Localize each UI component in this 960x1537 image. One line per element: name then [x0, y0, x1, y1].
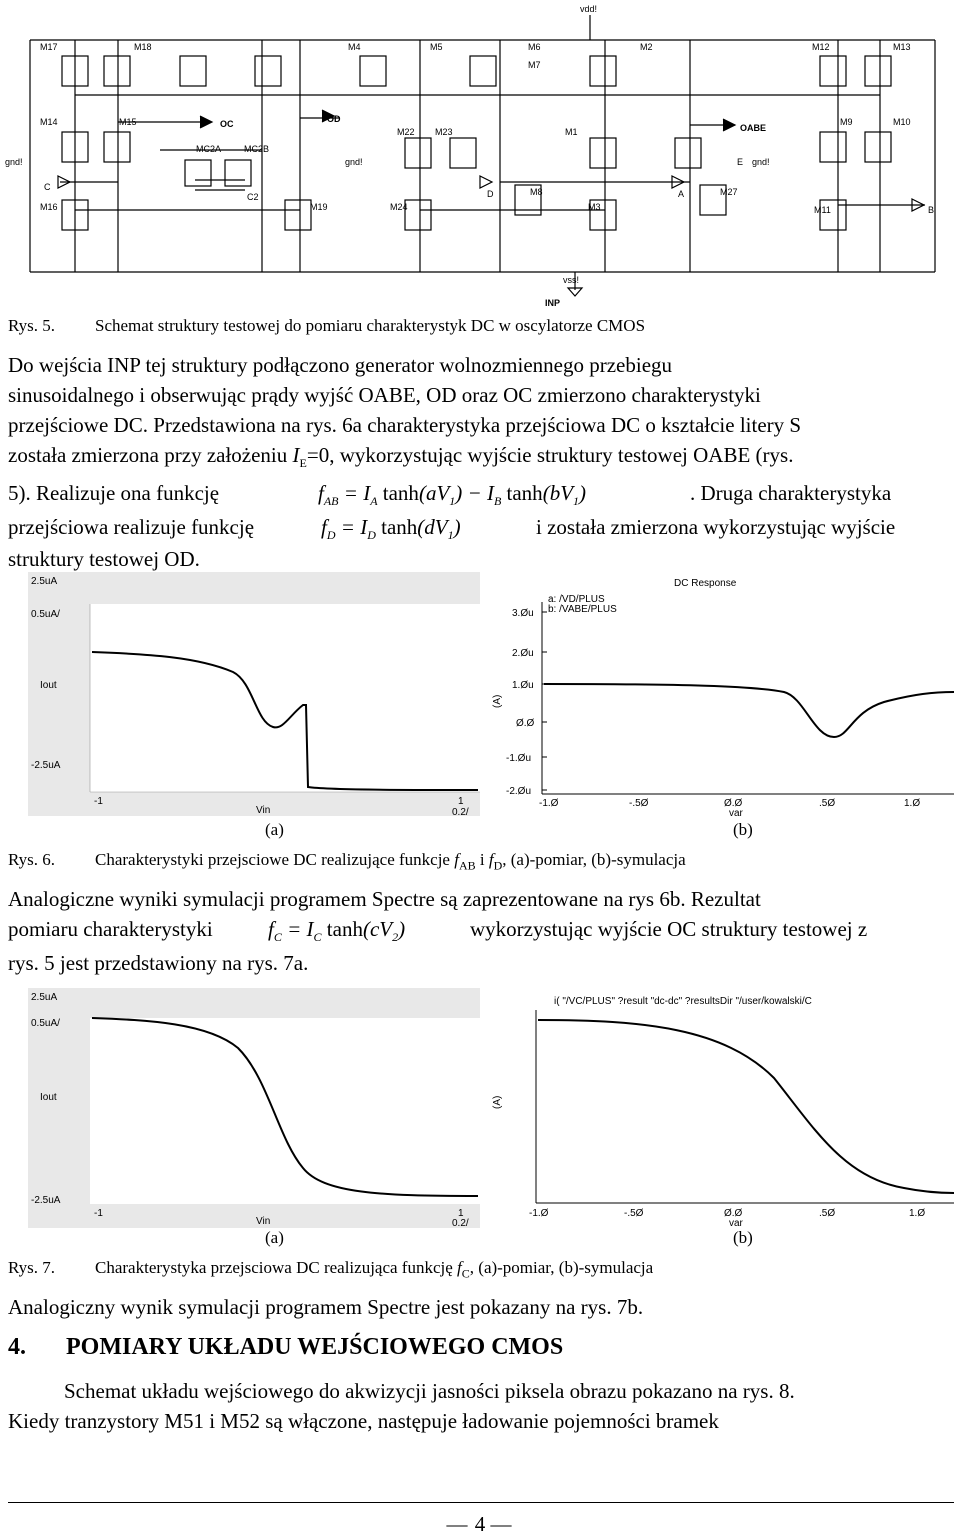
transistor-label: M23 [435, 127, 453, 137]
transistor-label: M10 [893, 117, 911, 127]
x-tick-label: -.5Ø [629, 798, 649, 809]
transistor-label: M3 [588, 202, 601, 212]
transistor-label: M27 [720, 187, 738, 197]
node-b-label: B [928, 205, 935, 215]
text-line: sinusoidalnego i obserwując prądy wyjść OABE, OD oraz OC zmierzono charakterystyki [8, 383, 761, 407]
y-axis-label: Iout [40, 680, 57, 691]
text-line: struktury testowej OD. [8, 547, 200, 572]
fig7a-chart [28, 988, 480, 1228]
text-span: . Druga charakterystyka [690, 481, 892, 506]
x-tick-label: 1 [458, 796, 464, 807]
x-tick-label: -1.Ø [539, 798, 559, 809]
vss-label: vss! [563, 275, 580, 285]
transistor-label: M12 [812, 42, 830, 52]
x-tick-label: 1 [458, 1208, 464, 1219]
text-line: Schemat układu wejściowego do akwizycji jasności piksela obrazu pokazano na rys. 8. [64, 1379, 795, 1403]
paragraph-1 [8, 350, 954, 574]
transistor-label: M1 [565, 127, 578, 137]
caption-label: Rys. 5. [8, 316, 56, 335]
vdd-label: vdd! [580, 4, 598, 14]
transistor-label: M11 [814, 205, 831, 215]
equation-fc: $f_C = I_C$ $\tanh(cV_2)$ [268, 917, 406, 945]
x-tick-label: 1.Ø [904, 798, 921, 809]
x-axis-label: Vin [256, 1216, 271, 1227]
x-axis-label: Vin [256, 805, 271, 816]
od-label: OD [327, 114, 341, 124]
paragraph-2 [8, 884, 954, 978]
fig6-sublabel-b: (b) [733, 820, 753, 839]
x-axis-label: var [729, 808, 743, 816]
fig6a-chart [28, 572, 480, 816]
y-axis-label: (A) [492, 1095, 503, 1109]
x-tick-label: -1 [94, 796, 103, 807]
section-number: 4. [8, 1334, 26, 1360]
transistor-label: M4 [348, 42, 361, 52]
node-a-label: A [678, 189, 685, 199]
text-line: przejściowe DC. Przedstawiona na rys. 6a charakterystyka przejściowa DC o kształcie litery S [8, 413, 802, 437]
fig5-caption [8, 316, 646, 336]
text-span: została zmierzona przy założeniu [8, 443, 293, 467]
fig7-sublabel-a: (a) [265, 1228, 284, 1247]
inp-label: INP [545, 298, 561, 308]
text-span: przejściowa realizuje funkcję [8, 515, 255, 540]
text-line: Kiedy tranzystory M51 i M52 są włączone, następuje ładowanie pojemności bramek [8, 1409, 719, 1433]
x-tick-label: Ø.Ø [724, 1208, 743, 1219]
x-tick-label: .5Ø [819, 798, 836, 809]
fig6-sublabel-a: (a) [265, 820, 284, 839]
transistor-label: C2 [247, 192, 259, 202]
oc-label: OC [220, 119, 234, 129]
transistor-label: M16 [40, 202, 58, 212]
paragraph-4 [8, 1376, 954, 1436]
y-axis-label: (A) [492, 694, 503, 708]
text-line: Analogiczne wyniki symulacji programem Spectre są zaprezentowane na rys 6b. Rezultat [8, 887, 761, 911]
x-tick-label: -1 [94, 1208, 103, 1219]
caption-label: Rys. 6. [8, 850, 56, 869]
y-tick-label: 2.5uA [31, 576, 58, 587]
y-tick-label: -2.Øu [506, 786, 532, 797]
text-line [8, 440, 954, 478]
transistor-label: M17 [40, 42, 58, 52]
math-symbol: I [292, 443, 300, 467]
gnd-label: gnd! [752, 157, 770, 167]
node-e-label: E [737, 157, 744, 167]
gnd-label: gnd! [5, 157, 23, 167]
x-tick-label: 0.2/ [452, 807, 469, 816]
y-tick-label: 1.Øu [512, 680, 534, 691]
y-tick-label: 3.Øu [512, 608, 534, 619]
legend-item: a: /VD/PLUS [548, 594, 605, 605]
fig7-caption [8, 1258, 654, 1281]
y-tick-label: -2.5uA [31, 1195, 61, 1206]
transistor-label: M7 [528, 60, 541, 70]
text-span: i została zmierzona wykorzystując wyjście [536, 515, 896, 540]
x-tick-label: .5Ø [819, 1208, 836, 1219]
caption-text: Charakterystyki przejsciowe DC realizujące funkcje $f_{AB}$ i $f_D$, (a)-pomiar, (b)-symulacja [95, 850, 686, 873]
text-line [8, 512, 954, 544]
transistor-label: M19 [310, 202, 328, 212]
x-tick-label: -.5Ø [624, 1208, 644, 1219]
footer-rule [8, 1502, 954, 1503]
fig6b-chart [484, 572, 960, 816]
equation-fab: $f_{AB} = I_A$ $\tanh(aV_1) - I_B$ $\tanh(bV_1)$ [318, 481, 587, 509]
x-tick-label: Ø.Ø [724, 798, 743, 809]
section-title: POMIARY UKŁADU WEJŚCIOWEGO CMOS [66, 1334, 564, 1360]
paragraph-3: Analogiczny wynik symulacji programem Spectre jest pokazany na rys. 7b. [8, 1295, 644, 1319]
text-span: =0, wykorzystując wyjście struktury testowej OABE (rys. [306, 443, 794, 467]
y-tick-label: 2.Øu [512, 648, 534, 659]
transistor-label: MC2B [244, 144, 270, 154]
text-span: wykorzystując wyjście OC struktury testowej z [470, 917, 868, 941]
transistor-label: M24 [390, 202, 408, 212]
transistor-label: M6 [528, 42, 541, 52]
y-tick-label: 2.5uA [31, 992, 58, 1003]
y-tick-label: -2.5uA [31, 760, 61, 771]
chart-title: i( "/VC/PLUS" ?result "dc-dc" ?resultsDir "/user/kowalski/C [554, 996, 812, 1007]
caption-text: Charakterystyka przejsciowa DC realizująca funkcję $f_C$, (a)-pomiar, (b)-symulacja [95, 1258, 654, 1281]
transistor-label: M5 [430, 42, 443, 52]
y-tick-label: 0.5uA/ [31, 1018, 60, 1029]
text-span: pomiaru charakterystyki [8, 917, 213, 941]
fig7b-chart [484, 988, 960, 1228]
gnd-label: gnd! [345, 157, 363, 167]
text-line: Do wejścia INP tej struktury podłączono generator wolnozmiennego przebiegu [8, 353, 673, 377]
chart-title: DC Response [674, 578, 737, 589]
y-tick-label: Ø.Ø [516, 718, 535, 729]
transistor-label: M9 [840, 117, 853, 127]
transistor-label: M8 [530, 187, 543, 197]
y-tick-label: -1.Øu [506, 753, 532, 764]
x-axis-label: var [729, 1218, 743, 1228]
node-d-label: D [487, 189, 494, 199]
text-line [8, 914, 954, 948]
text-line [8, 478, 954, 512]
text-span: 5). Realizuje ona funkcję [8, 481, 220, 506]
transistor-label: M2 [640, 42, 653, 52]
transistor-label: MC2A [196, 144, 222, 154]
x-tick-label: 1.Ø [909, 1208, 926, 1219]
schematic-figure [0, 0, 960, 312]
legend-item: b: /VABE/PLUS [548, 604, 617, 615]
y-tick-label: 0.5uA/ [31, 609, 60, 620]
equation-fd: $f_D = I_D$ $\tanh(dV_1)$ [321, 515, 461, 543]
x-tick-label: -1.Ø [529, 1208, 549, 1219]
caption-label: Rys. 7. [8, 1258, 56, 1277]
text-line: rys. 5 jest przedstawiony na rys. 7a. [8, 951, 309, 975]
x-tick-label: 0.2/ [452, 1218, 469, 1228]
transistor-label: M15 [119, 117, 137, 127]
fig6-caption [8, 850, 686, 873]
page-number-value: 4 [474, 1512, 486, 1536]
oabe-label: OABE [740, 123, 767, 133]
math-subscript: E [299, 456, 307, 471]
fig7-sublabel-b: (b) [733, 1228, 753, 1247]
caption-text: Schemat struktury testowej do pomiaru charakterystyk DC w oscylatorze CMOS [95, 316, 646, 335]
transistor-label: M14 [40, 117, 58, 127]
page-number: — 4 — [446, 1512, 514, 1536]
transistor-label: M13 [893, 42, 911, 52]
section-heading [8, 1334, 564, 1361]
transistor-label: M18 [134, 42, 152, 52]
node-c-label: C [44, 182, 51, 192]
transistor-label: M22 [397, 127, 415, 137]
y-axis-label: Iout [40, 1092, 57, 1103]
